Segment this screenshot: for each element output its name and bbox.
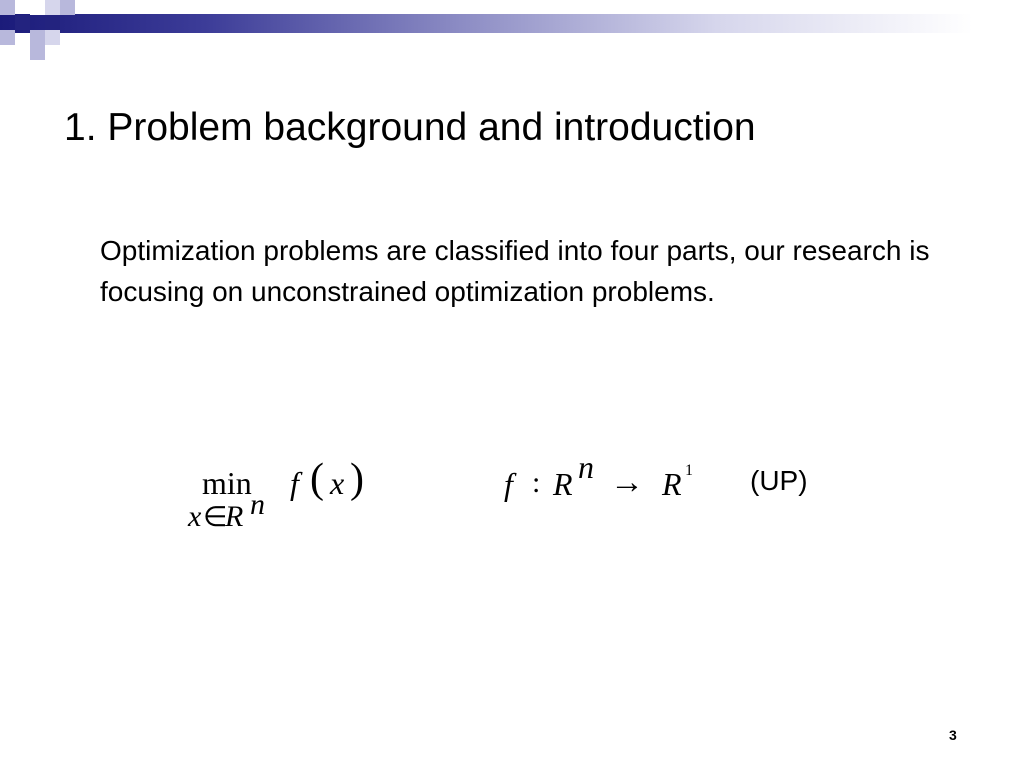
eq-min-operator: min bbox=[202, 465, 252, 501]
eq-subscript-var: x bbox=[188, 500, 202, 533]
eq-right-paren: ) bbox=[350, 456, 364, 502]
eq-domain-exp: n bbox=[578, 449, 594, 485]
eq-left-paren: ( bbox=[310, 456, 324, 502]
header-banner bbox=[0, 14, 1024, 33]
eq-arg: x bbox=[330, 465, 345, 501]
slide-number: 3 bbox=[949, 727, 957, 743]
eq-arrow: → bbox=[610, 464, 644, 501]
eq-subscript-exp: n bbox=[250, 488, 265, 521]
eq-func: f bbox=[290, 465, 299, 501]
slide-title: 1. Problem background and introduction bbox=[64, 106, 756, 149]
eq-in-symbol: ∈ bbox=[203, 502, 228, 533]
eq-domain: R bbox=[553, 466, 573, 502]
eq-subscript-set: R bbox=[225, 500, 244, 533]
eq-codomain: R bbox=[662, 466, 682, 502]
eq-colon: : bbox=[532, 466, 541, 499]
eq-map-func: f bbox=[504, 466, 513, 502]
eq-codomain-exp: 1 bbox=[685, 462, 693, 479]
slide-body-text: Optimization problems are classified into four parts, our research is focusing on unconstrained optimization problems. bbox=[100, 235, 930, 307]
equation-label: (UP) bbox=[750, 465, 808, 496]
